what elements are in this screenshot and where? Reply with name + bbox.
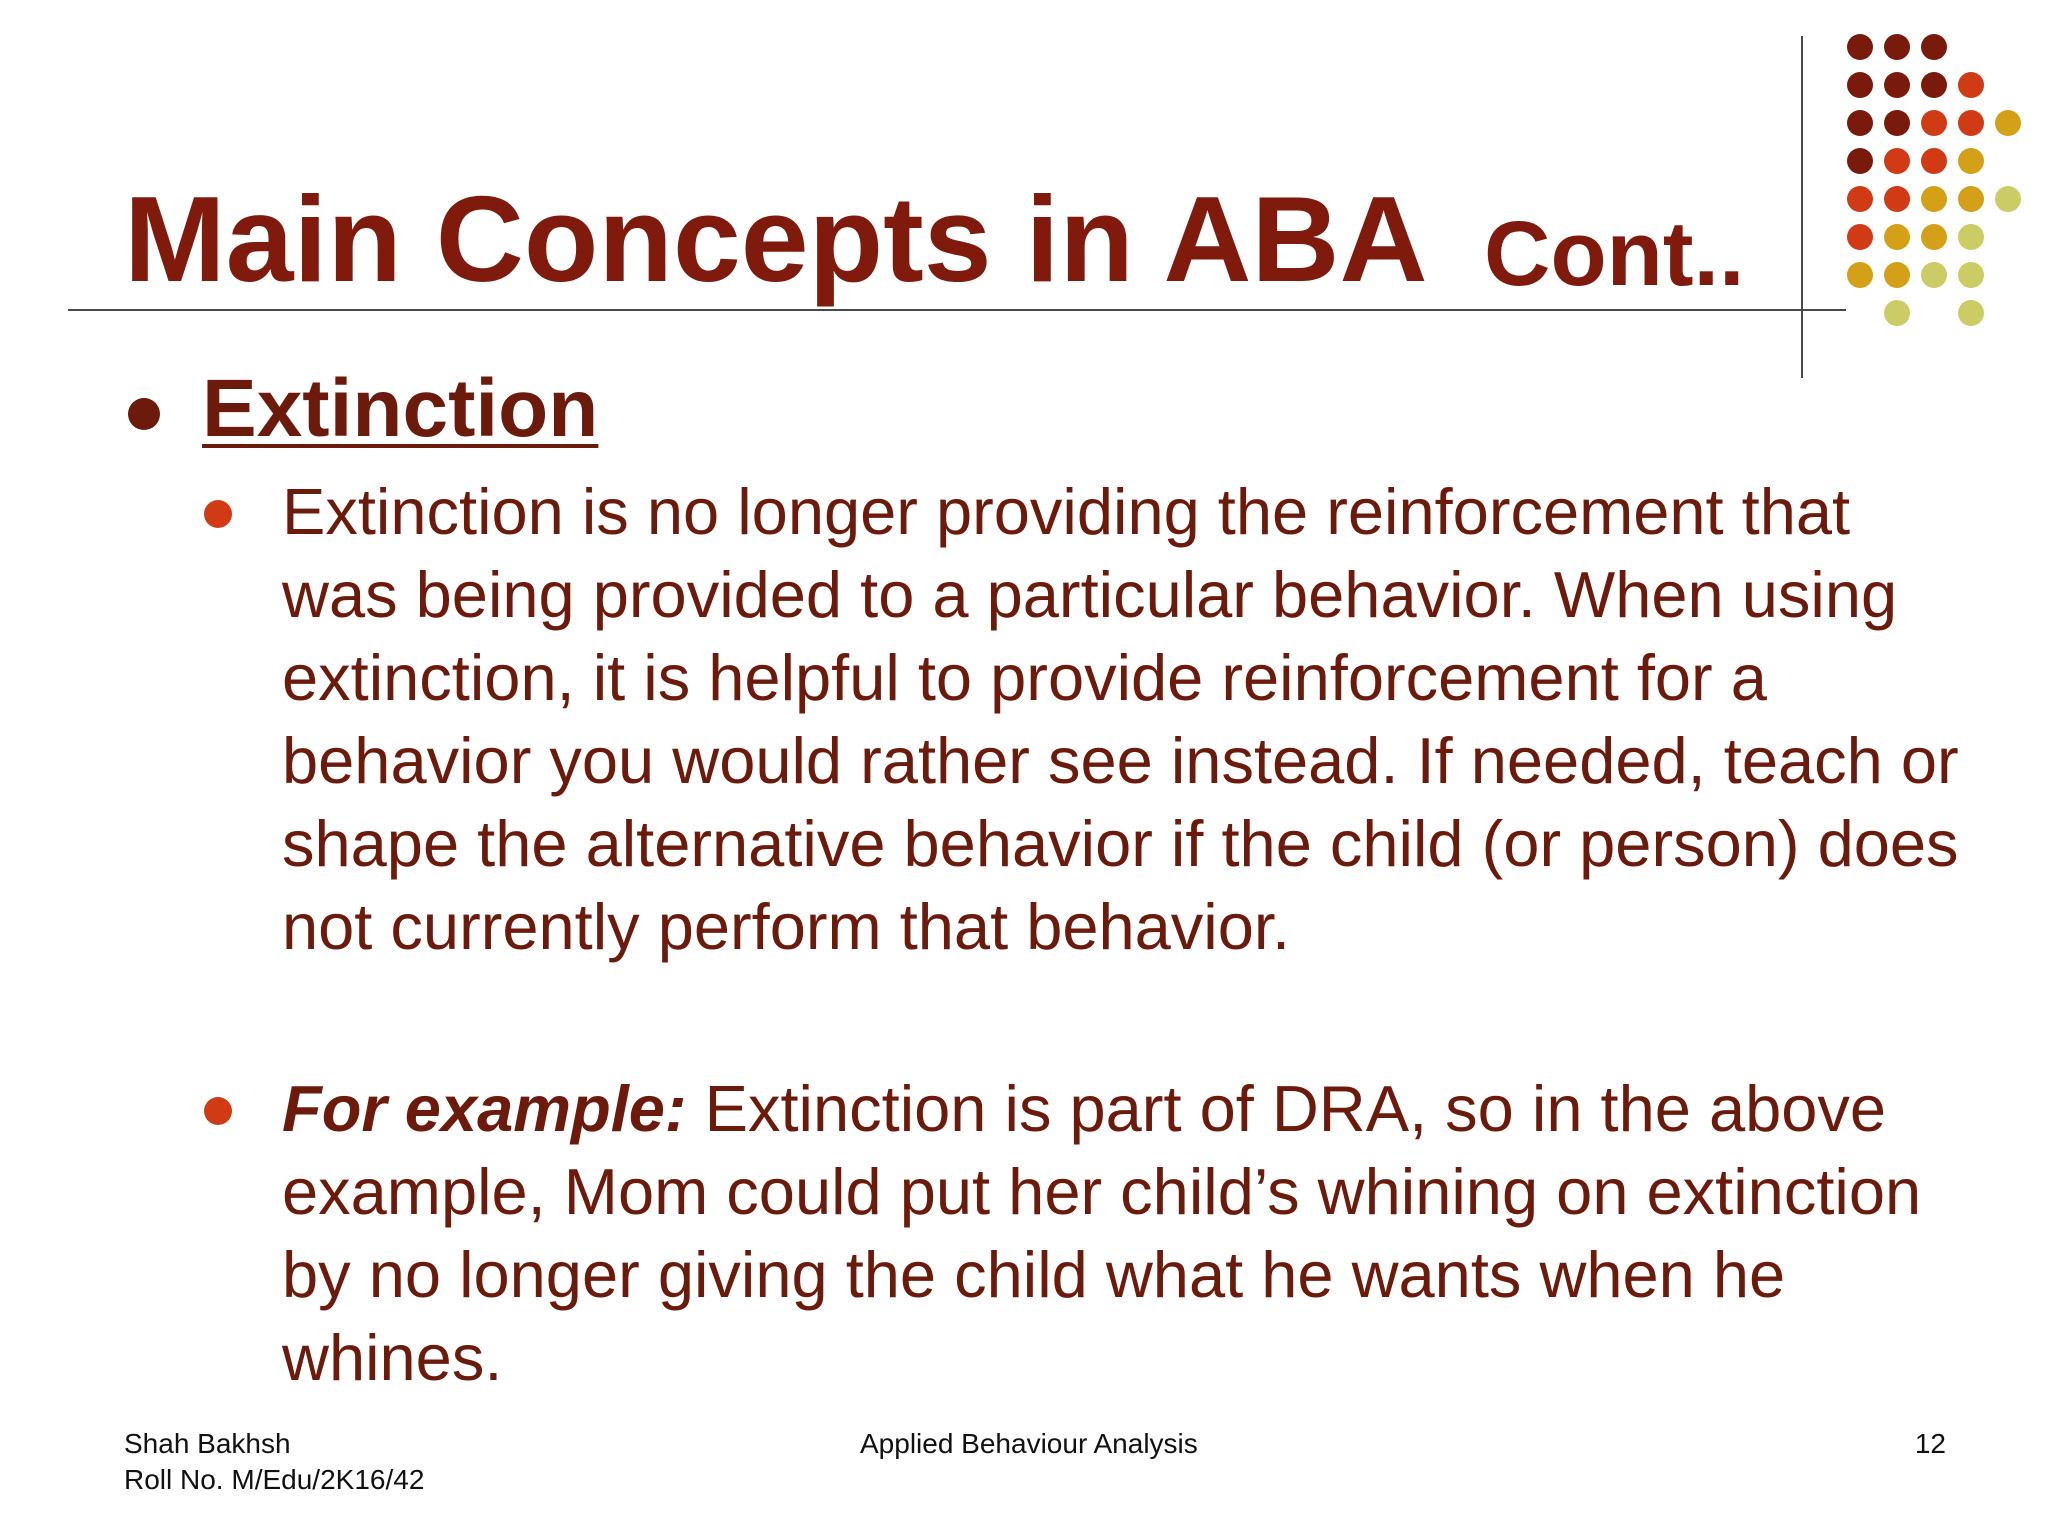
footer-author-block bbox=[124, 1426, 424, 1498]
footer-author: Shah Bakhsh bbox=[124, 1428, 291, 1459]
footer-page-number: 12 bbox=[1914, 1428, 1946, 1459]
bullet-text: Extinction is no longer providing the reinforcement that was being provided to a particular behavior. When using extinction, it is helpful to provide reinforcement for a behavior you would rather see instead. If needed, teach or shape the alternative behavior if the child (or person) does not currently perform that behavior. bbox=[282, 475, 1959, 963]
bullet-icon bbox=[204, 500, 232, 528]
title-divider-vertical bbox=[1801, 36, 1803, 378]
slide-title: Main Concepts in ABA bbox=[124, 171, 1428, 307]
bullet-text: Extinction is part of DRA, so in the above example, Mom could put her child’s whining on extinction by no longer giving the child what he wants when he whines. bbox=[282, 1072, 1922, 1394]
bullet-prefix: For example: bbox=[282, 1072, 687, 1145]
bullet-paragraph-1 bbox=[282, 470, 1962, 968]
bullet-icon bbox=[204, 1097, 232, 1125]
bullet-icon bbox=[128, 398, 160, 430]
footer-course-title: Applied Behaviour Analysis bbox=[860, 1428, 1198, 1459]
slide-title-suffix: Cont.. bbox=[1484, 203, 1745, 305]
bullet-paragraph-2 bbox=[282, 1067, 1962, 1399]
footer-roll-number: Roll No. M/Edu/2K16/42 bbox=[124, 1464, 425, 1495]
title-divider-horizontal bbox=[68, 309, 1846, 311]
section-heading: Extinction bbox=[202, 363, 599, 454]
